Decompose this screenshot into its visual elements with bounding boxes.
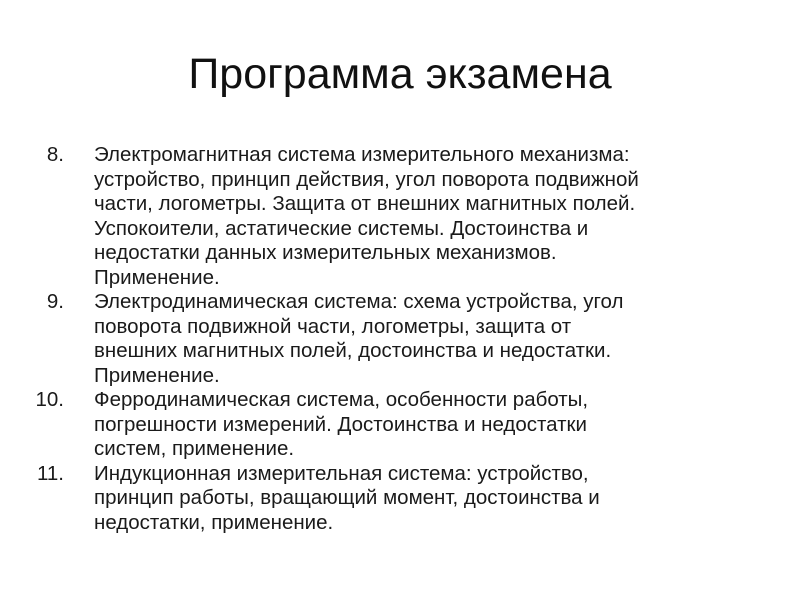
slide-title: Программа экзамена [188, 50, 612, 98]
exam-topics-list [0, 143, 800, 535]
list-item [0, 143, 800, 290]
list-item [0, 290, 800, 388]
list-item-number: 9. [46, 290, 64, 313]
list-item-text: Электромагнитная система измерительного механизма: устройство, принцип действия, угол поворота подвижной части, логометры. Защита от внешних магнитных полей. Успокоители, астатические системы. Достоинства и недостатки данных измерительных механизмов. Применение. [94, 143, 639, 289]
list-item-text: Индукционная измерительная система: устройство, принцип работы, вращающий момент, достоинства и недостатки, применение. [94, 461, 600, 534]
list-item [0, 388, 800, 462]
list-item-number: 10. [35, 388, 64, 411]
list-item-number: 11. [37, 461, 64, 485]
list-item-number: 8. [46, 143, 64, 166]
list-item [0, 462, 800, 536]
list-item-text: Электродинамическая система: схема устройства, угол поворота подвижной части, логометры, защита от внешних магнитных полей, достоинства и недостатки. Применение. [94, 290, 624, 387]
list-item-text: Ферродинамическая система, особенности работы, погрешности измерений. Достоинства и недостатки систем, применение. [94, 388, 589, 460]
